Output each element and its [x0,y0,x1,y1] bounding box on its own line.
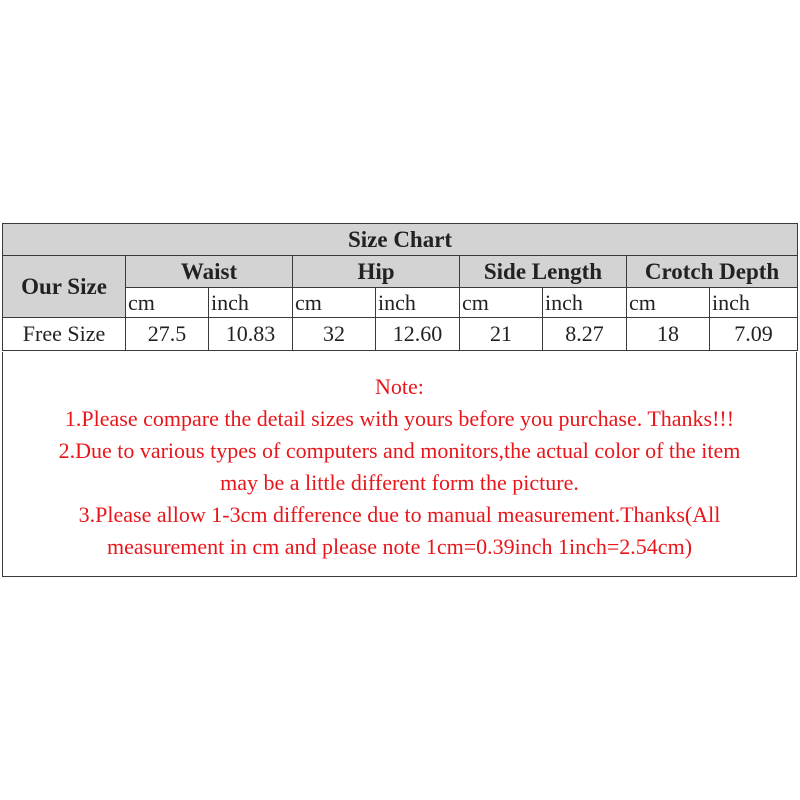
value-cell: 8.27 [543,318,627,351]
note-line-1: 1.Please compare the detail sizes with yours before you purchase. Thanks!!! [64,406,735,431]
unit-cell: cm [126,288,209,318]
note-line-3b: measurement in cm and please note 1cm=0.39inch 1inch=2.54cm) [106,534,693,559]
group-crotch-depth: Crotch Depth [627,256,798,288]
chart-title: Size Chart [3,224,798,256]
unit-cell: cm [293,288,376,318]
our-size-header: Our Size [3,256,126,318]
note-line-2b: may be a little different form the picture. [220,470,579,495]
group-hip: Hip [293,256,460,288]
size-label: Free Size [3,318,126,351]
unit-cell: inch [543,288,627,318]
unit-cell: cm [460,288,543,318]
value-cell: 18 [627,318,710,351]
value-cell: 21 [460,318,543,351]
value-cell: 12.60 [376,318,460,351]
value-cell: 27.5 [126,318,209,351]
unit-cell: inch [209,288,293,318]
note-heading: Note: [375,374,424,399]
notes-box [2,352,797,577]
size-chart-table [2,223,798,351]
unit-cell: inch [376,288,460,318]
note-line-3a: 3.Please allow 1-3cm difference due to manual measurement.Thanks(All [78,502,721,527]
table-row [3,318,798,351]
size-chart [2,223,797,351]
group-waist: Waist [126,256,293,288]
unit-cell: cm [627,288,710,318]
value-cell: 7.09 [710,318,798,351]
note-line-2a: 2.Due to various types of computers and monitors,the actual color of the item [58,438,741,463]
group-side-length: Side Length [460,256,627,288]
value-cell: 10.83 [209,318,293,351]
unit-cell: inch [710,288,798,318]
value-cell: 32 [293,318,376,351]
